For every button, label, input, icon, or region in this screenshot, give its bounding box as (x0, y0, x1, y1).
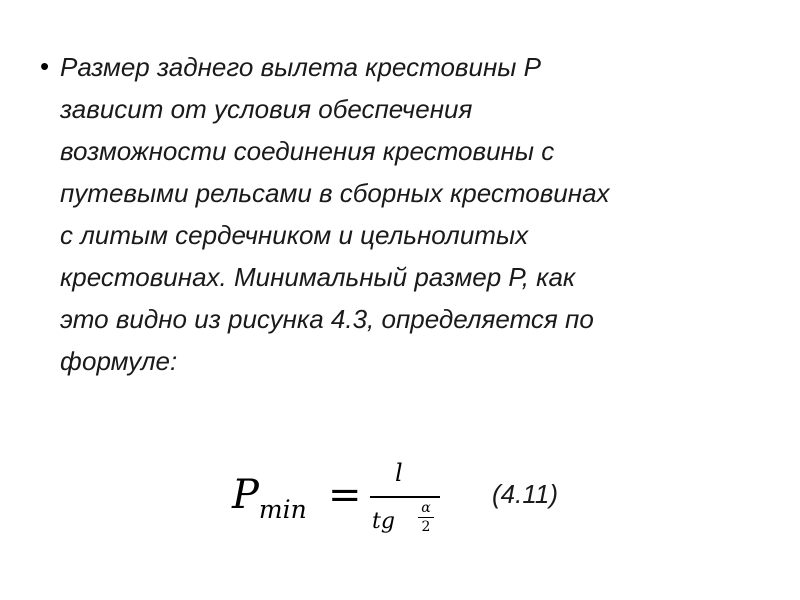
angle-denominator: 2 (421, 519, 431, 535)
paragraph-text (60, 46, 760, 382)
text-line: путевыми рельсами в сборных крестовинах (60, 178, 610, 208)
formula-denominator: tg (372, 509, 395, 534)
formula-number: (4.11) (492, 479, 558, 509)
text-line: возможности соединения крестовины с (60, 136, 555, 166)
text-line: это видно из рисунка 4.3, определяется по (60, 304, 594, 334)
text-line: с литым сердечником и цельнолитых (60, 220, 529, 250)
text-line: Размер заднего вылета крестовины Р (60, 52, 541, 82)
formula-subscript: min (258, 495, 307, 524)
fraction-bar (370, 496, 440, 498)
formula-numerator: l (395, 459, 403, 487)
formula-equals: = (328, 472, 362, 518)
formula-symbol: P (232, 472, 259, 518)
angle-fraction (416, 500, 436, 535)
text-line: формуле: (60, 346, 178, 376)
formula-lhs (232, 472, 307, 524)
angle-numerator: α (421, 500, 431, 516)
formula (228, 455, 588, 565)
bullet-marker: • (40, 51, 50, 81)
text-line: крестовинах. Минимальный размер Р, как (60, 262, 576, 292)
angle-fraction-bar (418, 517, 434, 518)
text-line: зависит от условия обеспечения (60, 94, 473, 124)
